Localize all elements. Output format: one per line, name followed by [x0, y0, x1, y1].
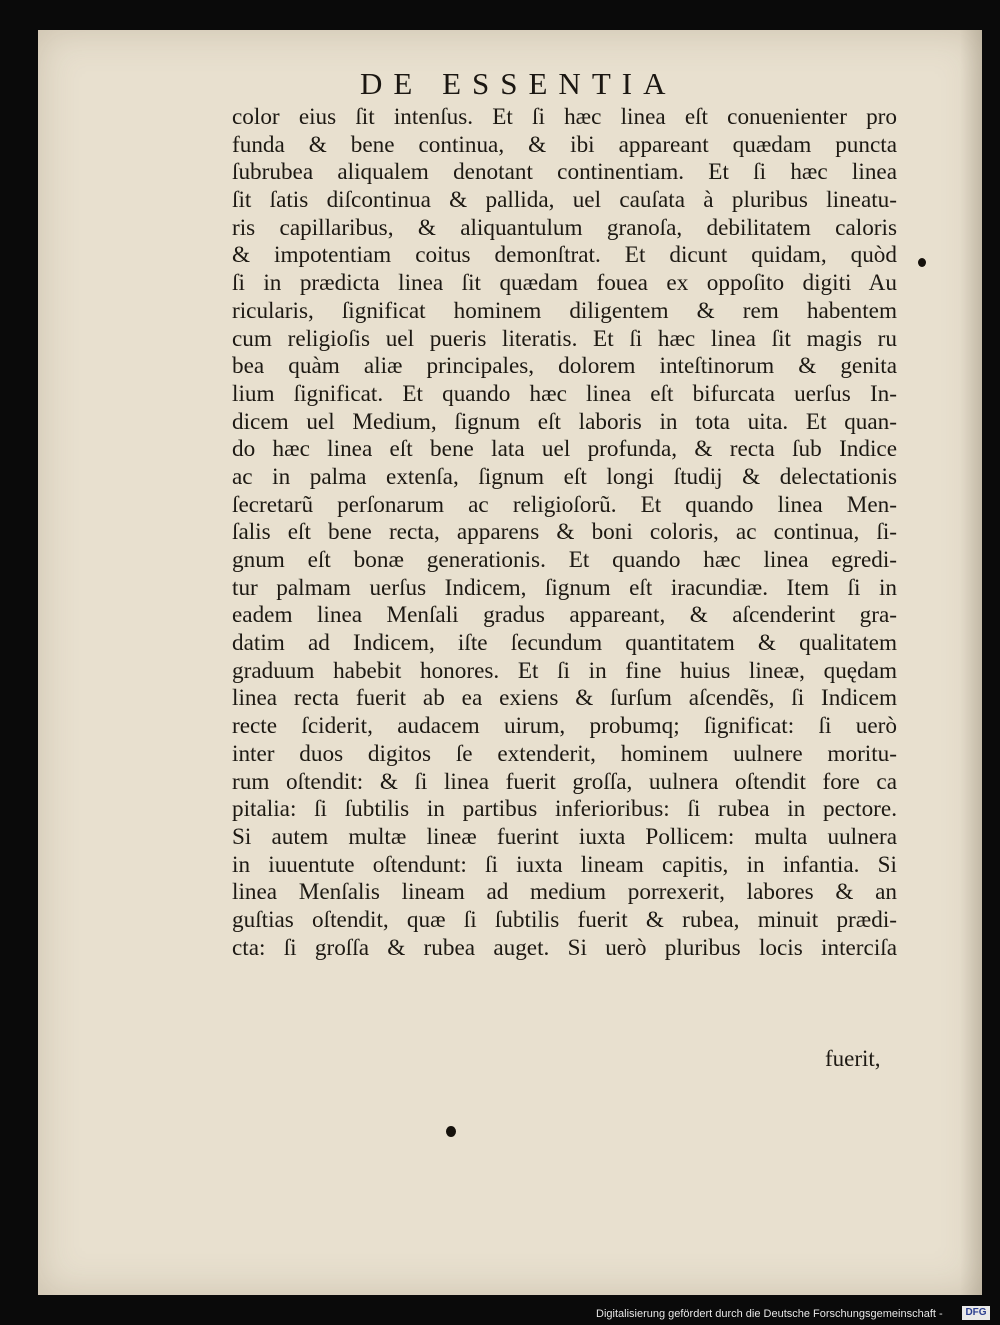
dfg-logo: DFG	[962, 1306, 990, 1320]
text-line: ſi in prædicta linea ſit quædam fouea ex oppoſito digiti Au	[232, 270, 897, 297]
text-line: inter duos digitos ſe extenderit, hominem uulnere moritu-	[232, 740, 897, 767]
digitization-credit: Digitalisierung gefördert durch die Deutsche Forschungsgemeinschaft -	[596, 1308, 943, 1320]
text-line: ſubrubea aliqualem denotant continentiam. Et ſi hæc linea	[232, 159, 897, 186]
text-line: ac in palma extenſa, ſignum eſt longi ſtudij & delectationis	[232, 463, 897, 490]
text-line: pitalia: ſi ſubtilis in partibus inferioribus: ſi rubea in pectore.	[232, 796, 897, 823]
text-line: bea quàm aliæ principales, dolorem inteſtinorum & genita	[232, 353, 897, 380]
text-line: recte ſciderit, audacem uirum, probumq; ſignificat: ſi uerò	[232, 713, 897, 740]
text-line: in iuuentute oſtendunt: ſi iuxta lineam capitis, in infantia. Si	[232, 851, 897, 878]
text-line: lium ſignificat. Et quando hæc linea eſt bifurcata uerſus In-	[232, 380, 897, 407]
text-line: dicem uel Medium, ſignum eſt laboris in tota uita. Et quan-	[232, 408, 897, 435]
running-title: DE ESSENTIA	[360, 66, 677, 101]
text-line: guſtias oſtendit, quæ ſi ſubtilis fuerit & rubea, minuit prædi-	[232, 906, 897, 933]
text-line: funda & bene continua, & ibi appareant quædam puncta	[232, 131, 897, 158]
text-line: datim ad Indicem, iſte ſecundum quantitatem & qualitatem	[232, 630, 897, 657]
text-line: cta: ſi groſſa & rubea auget. Si uerò pluribus locis interciſa	[232, 934, 897, 961]
text-line: ſalis eſt bene recta, apparens & boni coloris, ac continua, ſi-	[232, 519, 897, 546]
text-line: ſit ſatis diſcontinua & pallida, uel cauſata à pluribus lineatu-	[232, 187, 897, 214]
text-line: ricularis, ſignificat hominem diligentem & rem habentem	[232, 297, 897, 324]
text-line: tur palmam uerſus Indicem, ſignum eſt iracundiæ. Item ſi in	[232, 574, 897, 601]
text-line: & impotentiam coitus demonſtrat. Et dicunt quidam, quòd	[232, 242, 897, 269]
text-line: Si autem multæ lineæ fuerint iuxta Pollicem: multa uulnera	[232, 823, 897, 850]
text-line: rum oſtendit: & ſi linea fuerit groſſa, uulnera oſtendit fore ca	[232, 768, 897, 795]
ink-spot	[918, 258, 926, 267]
page-edge-shadow	[960, 30, 982, 1295]
text-line: linea recta fuerit ab ea exiens & ſurſum aſcendẽs, ſi Indicem	[232, 685, 897, 712]
text-line: graduum habebit honores. Et ſi in fine huius lineæ, quędam	[232, 657, 897, 684]
text-line: ris capillaribus, & aliquantulum granoſa, debilitatem caloris	[232, 214, 897, 241]
text-line: color eius ſit intenſus. Et ſi hæc linea eſt conuenienter pro	[232, 104, 897, 130]
text-line: linea Menſalis lineam ad medium porrexerit, labores & an	[232, 879, 897, 906]
body-text	[232, 104, 897, 962]
text-line: eadem linea Menſali gradus appareant, & aſcenderint gra-	[232, 602, 897, 629]
text-line: gnum eſt bonæ generationis. Et quando hæc linea egredi-	[232, 547, 897, 573]
text-line: do hæc linea eſt bene lata uel profunda, & recta ſub Indice	[232, 436, 897, 463]
text-line: cum religioſis uel pueris literatis. Et ſi hæc linea ſit magis ru	[232, 325, 897, 352]
text-line: ſecretarũ perſonarum ac religioſorũ. Et quando linea Men-	[232, 491, 897, 518]
catchword: fuerit,	[825, 1046, 881, 1071]
ink-spot	[446, 1126, 456, 1137]
